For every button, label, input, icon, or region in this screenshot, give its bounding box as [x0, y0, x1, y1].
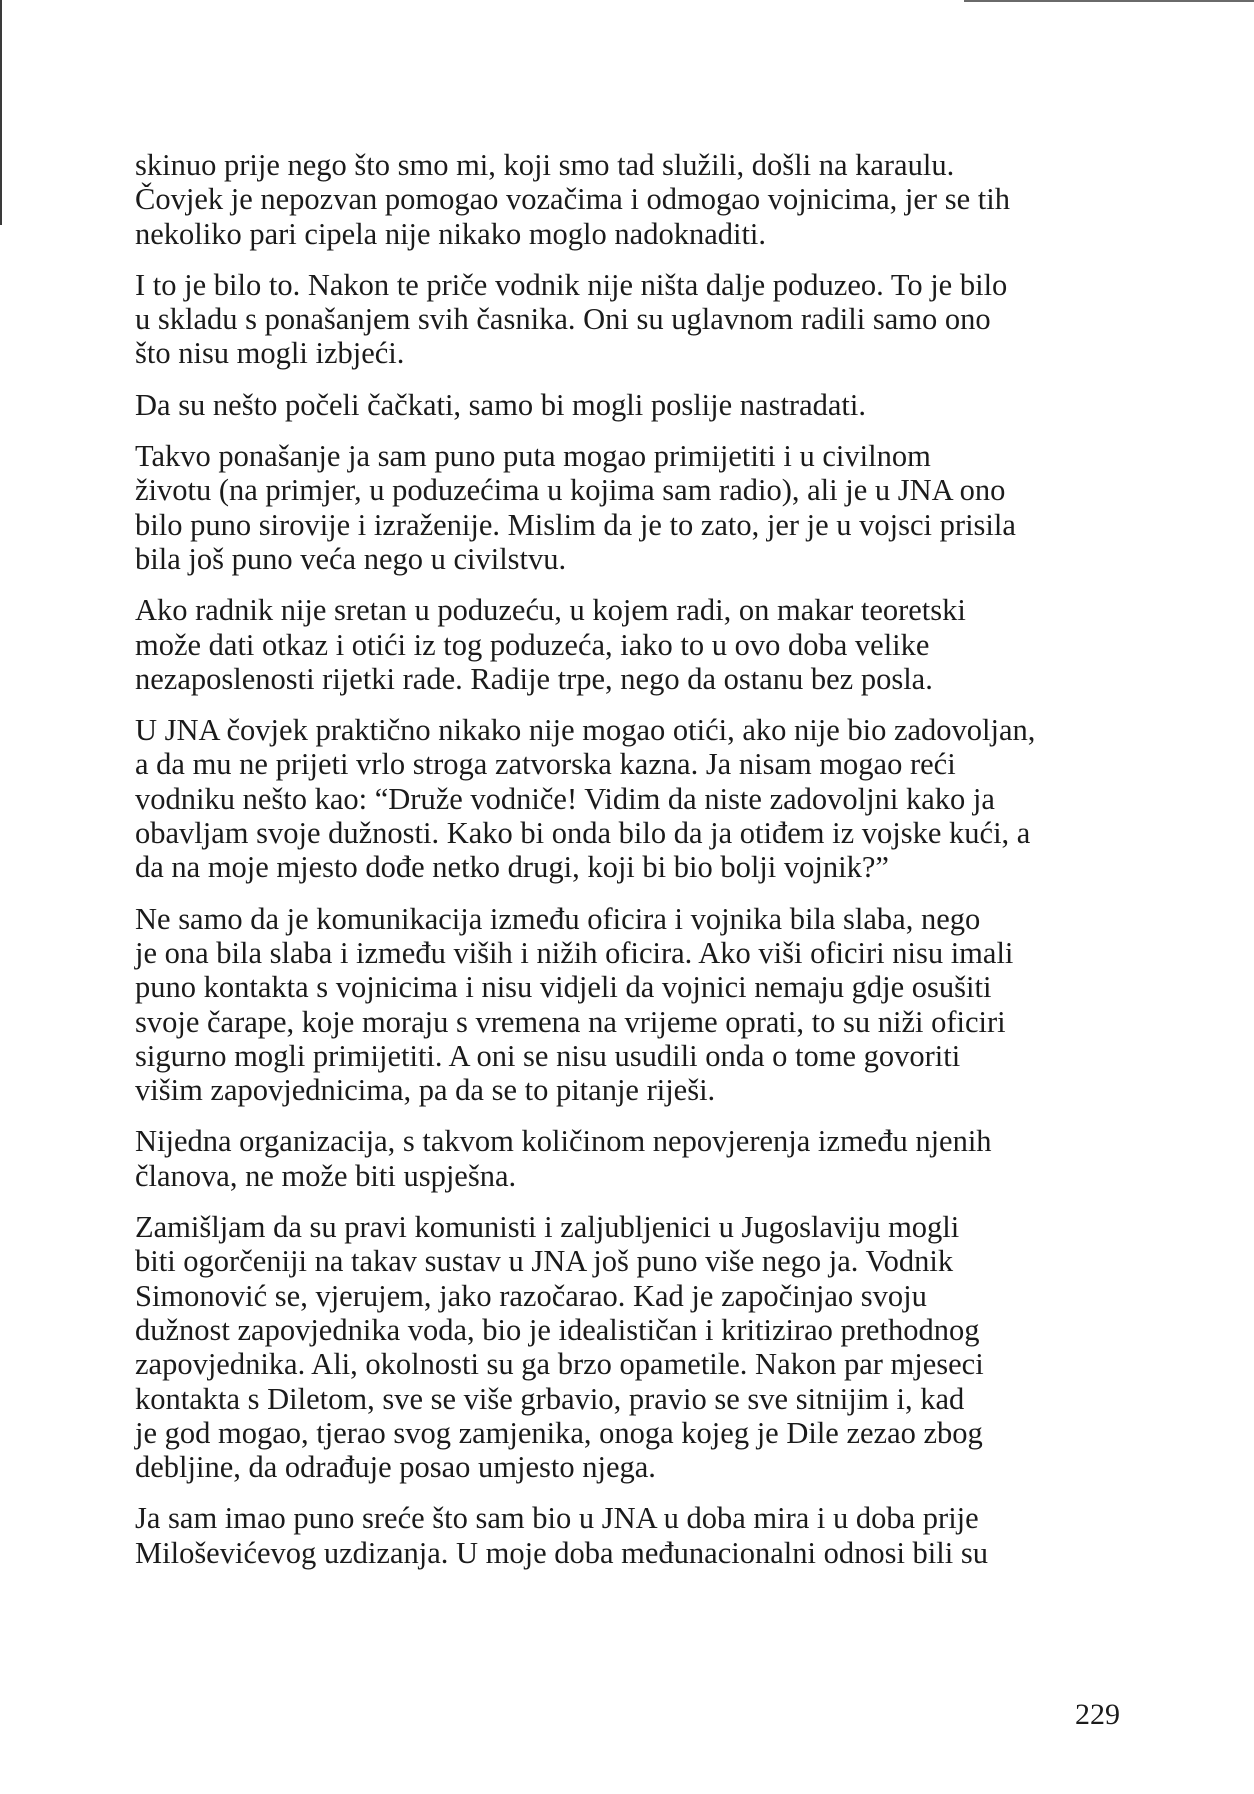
text-line: kontakta s Diletom, sve se više grbavio, pravio se sve sitnijim i, kad — [135, 1381, 965, 1416]
paragraph — [135, 439, 1125, 576]
text-line: vodniku nešto kao: “Druže vodniče! Vidim da niste zadovoljni kako ja — [135, 781, 995, 816]
text-line: dužnost zapovjednika voda, bio je idealističan i kritizirao prethodnog — [135, 1312, 980, 1347]
text-line: obavljam svoje dužnosti. Kako bi onda bilo da ja otiđem iz vojske kući, a — [135, 816, 1031, 851]
text-line: je god mogao, tjerao svog zamjenika, onoga kojeg je Dile zezao zbog — [135, 1415, 983, 1450]
text-line: Čovjek je nepozvan pomogao vozačima i odmogao vojnicima, jer se tih — [135, 182, 1010, 217]
text-line: Simonović se, vjerujem, jako razočarao. Kad je započinjao svoju — [135, 1278, 927, 1313]
text-line: članova, ne može biti uspješna. — [135, 1158, 517, 1193]
text-line: Ja sam imao puno sreće što sam bio u JNA u doba mira i u doba prije — [135, 1501, 979, 1536]
paragraph — [135, 148, 1125, 251]
text-line: u skladu s ponašanjem svih časnika. Oni su uglavnom radili samo ono — [135, 302, 991, 337]
paragraph — [135, 1210, 1125, 1484]
text-line: I to je bilo to. Nakon te priče vodnik nije ništa dalje poduzeo. To je bilo — [135, 267, 1008, 302]
text-line: životu (na primjer, u poduzećima u kojima sam radio), ali je u JNA ono — [135, 473, 1006, 508]
text-line: Miloševićevog uzdizanja. U moje doba međunacionalni odnosi bili su — [135, 1535, 988, 1570]
text-line: Nijedna organizacija, s takvom količinom nepovjerenja između njenih — [135, 1124, 992, 1159]
text-line: puno kontakta s vojnicima i nisu vidjeli da vojnici nemaju gdje osušiti — [135, 970, 992, 1005]
text-line: a da mu ne prijeti vrlo stroga zatvorska kazna. Ja nisam mogao reći — [135, 747, 956, 782]
paragraph — [135, 388, 1125, 422]
text-line: što nisu mogli izbjeći. — [135, 336, 405, 371]
text-line: zapovjednika. Ali, okolnosti su ga brzo opametile. Nakon par mjeseci — [135, 1347, 984, 1382]
paragraph — [135, 593, 1125, 696]
text-line: nekoliko pari cipela nije nikako moglo nadoknaditi. — [135, 216, 767, 251]
text-line: Ako radnik nije sretan u poduzeću, u kojem radi, on makar teoretski — [135, 593, 966, 628]
text-line: debljine, da odrađuje posao umjesto njega. — [135, 1450, 656, 1485]
text-line: svoje čarape, koje moraju s vremena na vrijeme oprati, to su niži oficiri — [135, 1004, 1006, 1039]
scan-edge-top — [964, 0, 1254, 2]
text-line: Takvo ponašanje ja sam puno puta mogao primijetiti i u civilnom — [135, 439, 931, 474]
paragraph — [135, 268, 1125, 371]
page-number: 229 — [1075, 1698, 1120, 1731]
text-line: Zamišljam da su pravi komunisti i zaljubljenici u Jugoslaviju mogli — [135, 1210, 960, 1245]
text-line: bila još puno veća nego u civilstvu. — [135, 541, 567, 576]
text-line: Da su nešto počeli čačkati, samo bi mogli poslije nastradati. — [135, 387, 866, 422]
text-line: nezaposlenosti rijetki rade. Radije trpe, nego da ostanu bez posla. — [135, 661, 933, 696]
text-line: višim zapovjednicima, pa da se to pitanje riješi. — [135, 1073, 716, 1108]
text-line: sigurno mogli primijetiti. A oni se nisu usudili onda o tome govoriti — [135, 1038, 961, 1073]
paragraph — [135, 902, 1125, 1108]
text-line: U JNA čovjek praktično nikako nije mogao otići, ako nije bio zadovoljan, — [135, 713, 1036, 748]
text-line: je ona bila slaba i između viših i nižih oficira. Ako viši oficiri nisu imali — [135, 935, 1014, 970]
text-line: biti ogorčeniji na takav sustav u JNA još puno više nego ja. Vodnik — [135, 1244, 954, 1279]
paragraph — [135, 1124, 1125, 1193]
scan-edge-left — [0, 0, 2, 225]
paragraph — [135, 713, 1125, 884]
text-line: skinuo prije nego što smo mi, koji smo tad služili, došli na karaulu. — [135, 148, 955, 182]
text-line: može dati otkaz i otići iz tog poduzeća, iako to u ovo doba velike — [135, 627, 930, 662]
text-line: bilo puno sirovije i izraženije. Mislim da je to zato, jer je u vojsci prisila — [135, 507, 1016, 542]
text-line: da na moje mjesto dođe netko drugi, koji bi bio bolji vojnik?” — [135, 850, 889, 885]
book-page-text — [135, 148, 1125, 1587]
text-line: Ne samo da je komunikacija između oficira i vojnika bila slaba, nego — [135, 901, 981, 936]
paragraph — [135, 1501, 1125, 1570]
